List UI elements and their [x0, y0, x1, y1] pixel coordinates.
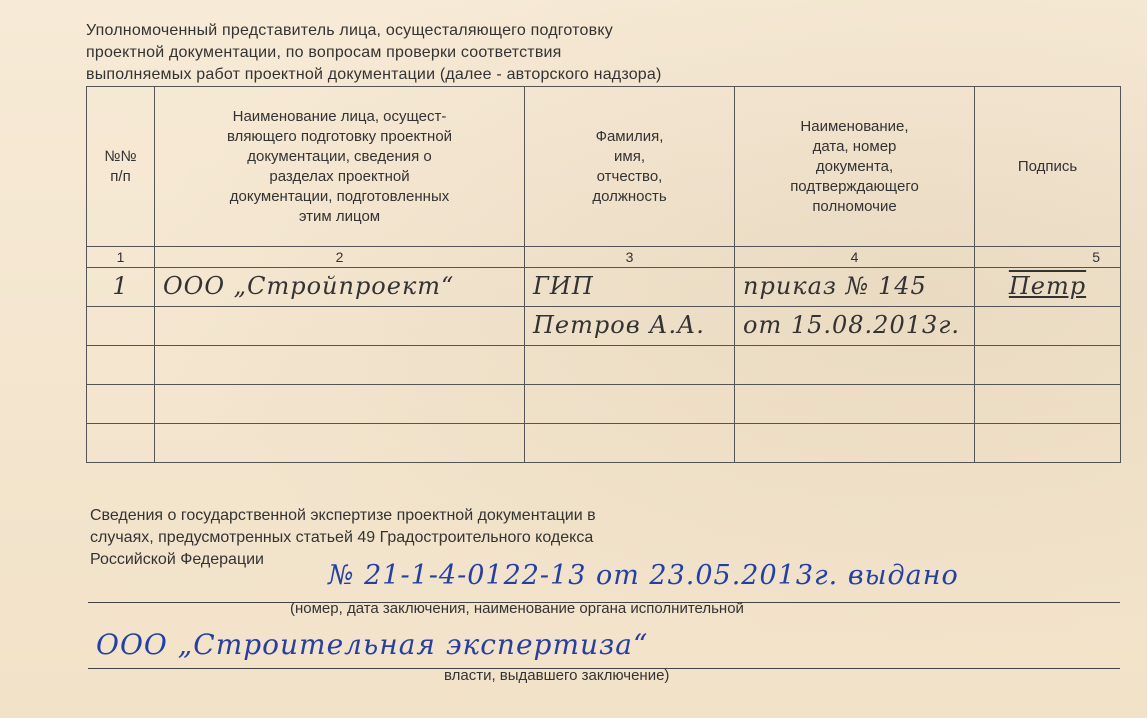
column-number: 3	[525, 247, 735, 268]
column-number: 5	[975, 247, 1121, 268]
person-position	[525, 385, 735, 424]
expertise-line-3: Российской Федерации	[90, 551, 264, 568]
person-position	[525, 424, 735, 463]
signature	[975, 307, 1121, 346]
expertise-conclusion-number: № 21-1-4-0122-13 от 23.05.2013г. выдано	[328, 560, 959, 591]
row-index	[87, 346, 155, 385]
table-row	[87, 346, 1121, 385]
header-line-2: проектной документации, по вопросам проверки соответствия	[86, 44, 562, 61]
person-name: Петров А.А.	[525, 307, 735, 346]
person-position: ГИП	[525, 268, 735, 307]
expertise-line-2: случаях, предусмотренных статьей 49 Градостроительного кодекса	[90, 529, 594, 546]
authority-document	[735, 424, 975, 463]
table-row	[87, 385, 1121, 424]
column-number-row	[87, 247, 1121, 268]
authority-document	[735, 385, 975, 424]
header-cell-organization: Наименование лица, осущест- вляющего подготовку проектной документации, сведения о разделах проектной документации, подготовленных этим лицом	[155, 87, 525, 247]
header-cell-person: Фамилия, имя, отчество, должность	[525, 87, 735, 247]
person-position	[525, 346, 735, 385]
expertise-organization: ООО „Строительная экспертиза“	[96, 628, 649, 661]
expertise-caption-1: (номер, дата заключения, наименование органа исполнительной	[290, 600, 744, 617]
authority-document: приказ № 145	[735, 268, 975, 307]
column-number: 4	[735, 247, 975, 268]
signature	[975, 385, 1121, 424]
expertise-line-1: Сведения о государственной экспертизе проектной документации в	[90, 507, 596, 524]
authorized-representative-header	[86, 20, 906, 86]
table-row	[87, 307, 1121, 346]
authority-document	[735, 346, 975, 385]
column-number: 1	[87, 247, 155, 268]
signature: Петр	[975, 268, 1121, 307]
organization-name: ООО „Стройпроект“	[155, 268, 525, 307]
expertise-caption-2: власти, выдавшего заключение)	[444, 667, 670, 684]
table-row	[87, 268, 1121, 307]
row-index: 1	[87, 268, 155, 307]
header-line-1: Уполномоченный представитель лица, осущесталяющего подготовку	[86, 22, 613, 39]
header-cell-index: №№ п/п	[87, 87, 155, 247]
column-number: 2	[155, 247, 525, 268]
signature	[975, 424, 1121, 463]
signature	[975, 346, 1121, 385]
organization-name	[155, 307, 525, 346]
table-header-row	[87, 87, 1121, 247]
table-row	[87, 424, 1121, 463]
organization-name	[155, 385, 525, 424]
authority-document-date: от 15.08.2013г.	[735, 307, 975, 346]
row-index	[87, 385, 155, 424]
organization-name	[155, 424, 525, 463]
row-index	[87, 307, 155, 346]
row-index	[87, 424, 155, 463]
header-cell-signature: Подпись	[975, 87, 1121, 247]
header-cell-document: Наименование, дата, номер документа, подтверждающего полномочие	[735, 87, 975, 247]
organization-name	[155, 346, 525, 385]
header-line-3: выполняемых работ проектной документации (далее - авторского надзора)	[86, 66, 662, 83]
author-supervision-table	[86, 86, 1121, 463]
